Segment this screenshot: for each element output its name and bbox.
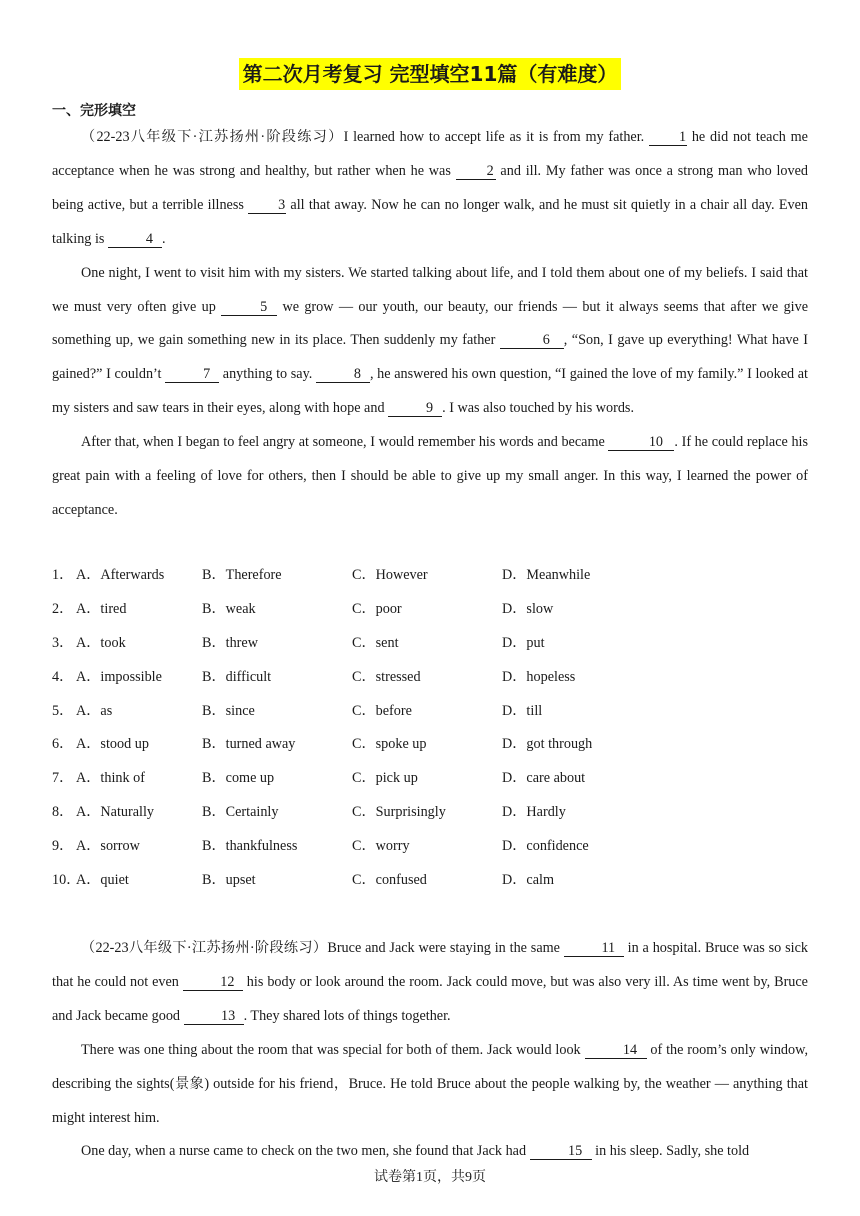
passage-1-paragraph-2: One night, I went to visit him with my sisters. We started talking about life, and I told them about one of my beliefs. I said that we must very often give up 5 we grow — our youth, our beauty, our friends — but it always seems that after we give something up, we gain something new in its place. Then suddenly my father 6 , “Son, I gave up everything! What have I gained?” I couldn’t 7 anything to say. 8 , he answered his own question, “I gained the love of my family.” I looked at my sisters and saw tears in their eyes, along with hope and 9 . I was also touched by his words.: [52, 264, 809, 417]
option-7-c: C．pick up: [352, 770, 418, 787]
page-title: 第二次月考复习 完型填空11篇（有难度）: [239, 58, 622, 90]
blank-14: 14: [585, 1042, 647, 1059]
option-5-b: B．since: [202, 702, 255, 719]
blank-13: 13: [184, 1008, 244, 1025]
passage-2-paragraph-1: （22-23八年级下·江苏扬州·阶段练习）Bruce and Jack were staying in the same 11 in a hospital. Bruce was so sick that he could not even 12 his body or look around the room. Jack could move, but was also very ill. As time went by, Bruce and Jack became good 13 . They shared lots of things together.: [52, 940, 808, 1024]
option-row-9: 9． A．sorrow B．thankfulness C．worry D．confidence: [52, 830, 812, 864]
blank-11: 11: [564, 940, 624, 957]
passage-1: [52, 121, 808, 528]
option-1-c: C．However: [352, 567, 428, 583]
option-6-a: A．stood up: [76, 736, 149, 753]
passage-1-paragraph-3: After that, when I began to feel angry at someone, I would remember his words and became 10 . If he could replace his great pain with a feeling of love for others, then I should be able to give up my small anger. In this way, I learned the power of acceptance.: [52, 434, 809, 518]
option-row-7: 7． A．think of B．come up C．pick up D．care about: [52, 762, 812, 796]
option-2-c: C．poor: [352, 600, 402, 617]
option-8-d: D．Hardly: [502, 804, 566, 821]
blank-8: 8: [316, 366, 370, 383]
option-9-a: A．sorrow: [76, 838, 140, 855]
source-label: （22-23八年级下·江苏扬州·阶段练习）: [81, 129, 344, 145]
option-row-2: 2． A．tired B．weak C．poor D．slow: [52, 593, 812, 627]
blank-2: 2: [456, 163, 496, 180]
option-row-4: 4． A．impossible B．difficult C．stressed D．hopeless: [52, 661, 812, 695]
option-9-c: C．worry: [352, 838, 410, 855]
option-2-d: D．slow: [502, 600, 554, 617]
passage-2-paragraph-3: One day, when a nurse came to check on the two men, she found that Jack had 15 in his sleep. Sadly, she told: [81, 1143, 750, 1160]
page-footer: 试卷第1页，共9页: [374, 1170, 486, 1185]
option-4-d: D．hopeless: [502, 668, 576, 685]
title-container: [0, 58, 860, 90]
blank-1: 1: [649, 129, 687, 146]
option-1-b: B．Therefore: [202, 567, 282, 583]
option-7-b: B．come up: [202, 770, 275, 787]
option-row-8: 8． A．Naturally B．Certainly C．Surprisingly D．Hardly: [52, 796, 812, 830]
option-8-c: C．Surprisingly: [352, 804, 446, 821]
option-5-d: D．till: [502, 702, 543, 719]
option-5-a: A．as: [76, 702, 113, 719]
section-heading: 一、完形填空: [52, 103, 136, 119]
option-row-6: 6． A．stood up B．turned away C．spoke up D．got through: [52, 728, 812, 762]
option-4-c: C．stressed: [352, 668, 421, 685]
blank-10: 10: [608, 434, 674, 451]
option-2-a: A．tired: [76, 600, 127, 617]
blank-5: 5: [221, 299, 277, 316]
passage-2-paragraph-2: There was one thing about the room that was special for both of them. Jack would look 14 of the room’s only window, describing the sights(景象) outside for his friend，Bruce. He told Bruce about the people walking by, the weather — anything that might interest him.: [52, 1041, 808, 1126]
option-1-d: D．Meanwhile: [502, 567, 591, 583]
option-10-a: A．quiet: [76, 872, 129, 889]
option-1-a: A．Afterwards: [76, 567, 165, 583]
option-9-d: D．confidence: [502, 838, 589, 855]
blank-7: 7: [165, 366, 219, 383]
blank-4: 4: [108, 231, 162, 248]
blank-12: 12: [183, 974, 243, 991]
option-8-a: A．Naturally: [76, 804, 155, 821]
option-10-c: C．confused: [352, 872, 427, 889]
option-2-b: B．weak: [202, 600, 256, 617]
option-row-3: 3． A．took B．threw C．sent D．put: [52, 627, 812, 661]
blank-6: 6: [500, 332, 564, 349]
option-10-b: B．upset: [202, 872, 256, 889]
blank-3: 3: [248, 197, 286, 214]
blank-15: 15: [530, 1143, 592, 1160]
option-6-c: C．spoke up: [352, 736, 427, 753]
option-3-d: D．put: [502, 634, 545, 651]
option-4-b: B．difficult: [202, 668, 272, 685]
passage-1-paragraph-1: （22-23八年级下·江苏扬州·阶段练习）I learned how to accept life as it is from my father. 1 he did not teach me acceptance when he was strong and healthy, but rather when he was 2 and ill. My father was once a strong man who loved being active, but a terrible illness 3 all that away. Now he can no longer walk, and he must sit quietly in a chair all day. Even talking is 4 .: [52, 129, 808, 247]
option-6-d: D．got through: [502, 736, 593, 753]
passage-2: [52, 932, 808, 1169]
source-label: （22-23八年级下·江苏扬州·阶段练习）: [81, 940, 328, 956]
option-8-b: B．Certainly: [202, 804, 279, 821]
option-row-10: 10． A．quiet B．upset C．confused D．calm: [52, 864, 812, 898]
option-10-d: D．calm: [502, 872, 555, 889]
option-5-c: C．before: [352, 702, 412, 719]
blank-9: 9: [388, 400, 442, 417]
option-row-5: 5． A．as B．since C．before D．till: [52, 695, 812, 729]
option-3-a: A．took: [76, 634, 126, 651]
option-6-b: B．turned away: [202, 736, 296, 753]
option-4-a: A．impossible: [76, 668, 162, 685]
option-9-b: B．thankfulness: [202, 838, 298, 855]
option-row-1: 1． A．Afterwards B．Therefore C．However D．Meanwhile: [52, 559, 812, 593]
option-7-d: D．care about: [502, 770, 586, 787]
option-7-a: A．think of: [76, 770, 145, 787]
options-list: [52, 559, 812, 898]
option-3-b: B．threw: [202, 634, 258, 651]
option-3-c: C．sent: [352, 634, 399, 651]
